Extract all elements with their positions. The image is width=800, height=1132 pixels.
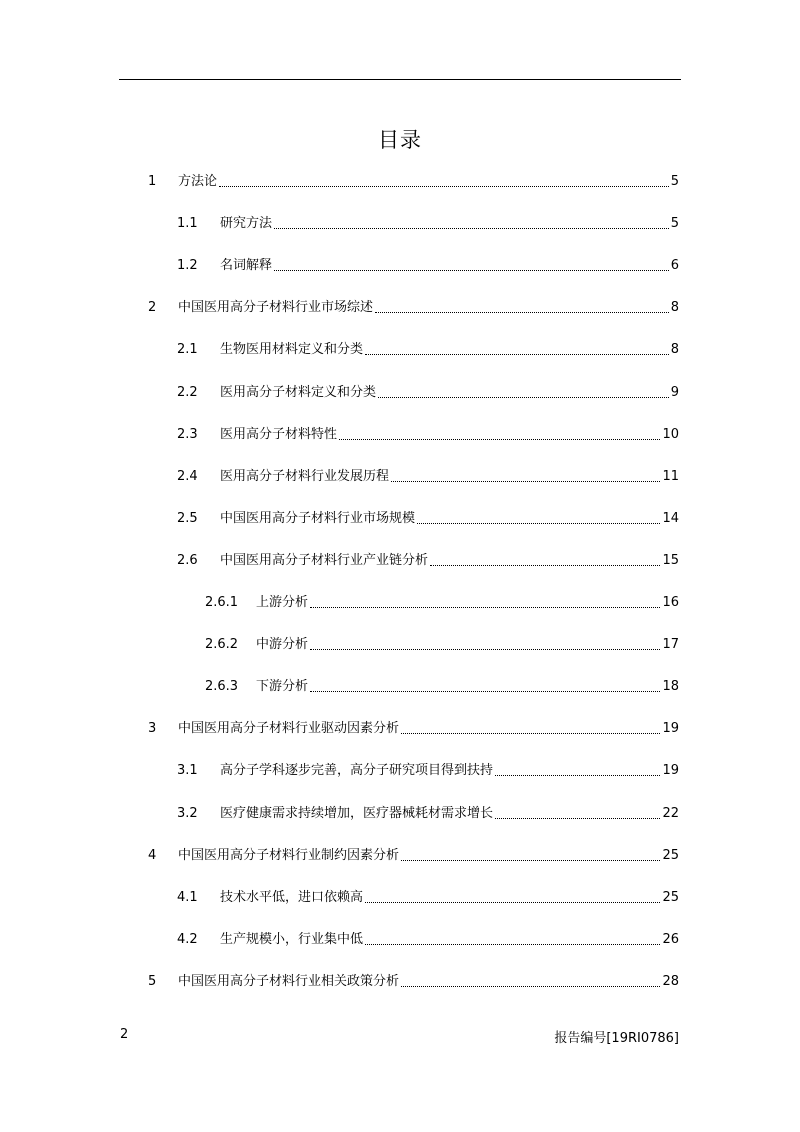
toc-entry-number: 2.6.3 <box>205 679 239 695</box>
toc-entry[interactable] <box>177 254 679 274</box>
toc-entry-number: 1 <box>148 174 157 189</box>
toc-entry-number: 4.1 <box>177 889 198 905</box>
toc-dot-leader <box>274 270 669 271</box>
toc-entry[interactable] <box>205 591 679 611</box>
toc-entry[interactable] <box>177 212 679 232</box>
toc-entry-page: 8 <box>670 300 679 316</box>
toc-entry-page: 17 <box>662 637 679 653</box>
toc-entry-label: 中国医用高分子材料行业市场综述 <box>178 300 374 316</box>
toc-entry-page: 6 <box>670 258 679 274</box>
toc-dot-leader <box>495 775 660 776</box>
toc-entry[interactable] <box>205 633 679 653</box>
toc-entry-label: 下游分析 <box>256 679 309 695</box>
toc-entry-page: 19 <box>662 763 679 779</box>
toc-entry[interactable] <box>177 381 679 401</box>
toc-entry-page: 10 <box>662 426 679 442</box>
toc-entry-label: 高分子学科逐步完善，高分子研究项目得到扶持 <box>220 763 494 779</box>
toc-entry-page: 25 <box>662 889 679 905</box>
toc-entry-label: 方法论 <box>178 174 218 189</box>
toc-entry-page: 19 <box>662 721 679 737</box>
toc-dot-leader <box>365 354 669 355</box>
toc-entry-label: 中国医用高分子材料行业相关政策分析 <box>178 973 400 989</box>
toc-entry-number: 3.1 <box>177 763 198 779</box>
toc-entry-label: 中游分析 <box>256 637 309 653</box>
toc-dot-leader <box>391 481 660 482</box>
toc-entry-number: 3 <box>148 721 157 737</box>
toc-dot-leader <box>430 565 660 566</box>
toc-dot-leader <box>378 397 669 398</box>
toc-entry-label: 生产规模小，行业集中低 <box>220 931 364 947</box>
toc-dot-leader <box>339 439 660 440</box>
toc-entry-number: 2.6.1 <box>205 595 239 610</box>
toc-entry[interactable] <box>177 338 679 358</box>
toc-entry-number: 5 <box>148 973 157 989</box>
toc-entry-number: 2.2 <box>177 384 198 400</box>
toc-dot-leader <box>365 944 660 945</box>
toc-entry-page: 11 <box>662 468 679 484</box>
toc-dot-leader <box>417 523 660 524</box>
toc-entry-number: 1.1 <box>177 216 198 232</box>
toc-entry-number: 2.1 <box>177 342 198 358</box>
toc-entry[interactable] <box>148 970 679 990</box>
toc-entry-number: 2.6.2 <box>205 637 239 653</box>
toc-dot-leader <box>495 818 660 819</box>
toc-dot-leader <box>401 733 660 734</box>
toc-dot-leader <box>401 860 660 861</box>
toc-entry-number: 2 <box>148 300 157 316</box>
toc-entry[interactable] <box>148 170 679 190</box>
toc-entry-label: 上游分析 <box>256 595 309 610</box>
toc-entry-label: 中国医用高分子材料行业制约因素分析 <box>178 847 400 863</box>
toc-entry-page: 9 <box>670 384 679 400</box>
toc-entry-page: 5 <box>670 216 679 232</box>
toc-entry-page: 25 <box>662 847 679 863</box>
toc-entry[interactable] <box>177 507 679 527</box>
toc-entry-page: 5 <box>670 174 679 189</box>
report-code: 报告编号[19RI0786] <box>554 1031 679 1046</box>
toc-entry-page: 22 <box>662 805 679 821</box>
toc-entry-label: 医疗健康需求持续增加，医疗器械耗材需求增长 <box>220 805 494 821</box>
toc-entry-page: 16 <box>662 595 679 610</box>
toc-entry-label: 技术水平低，进口依赖高 <box>220 889 364 905</box>
toc-entry-page: 8 <box>670 342 679 358</box>
page-number: 2 <box>120 1027 129 1042</box>
toc-dot-leader <box>365 902 660 903</box>
toc-entry-label: 中国医用高分子材料行业市场规模 <box>220 510 416 526</box>
toc-dot-leader <box>310 649 660 650</box>
toc-dot-leader <box>219 186 669 187</box>
toc-dot-leader <box>310 607 660 608</box>
toc-entry[interactable] <box>177 802 679 822</box>
toc-dot-leader <box>401 986 660 987</box>
toc-entry-label: 医用高分子材料定义和分类 <box>220 384 377 400</box>
toc-entry-label: 中国医用高分子材料行业驱动因素分析 <box>178 721 400 737</box>
toc-entry[interactable] <box>148 844 679 864</box>
toc-entry-number: 1.2 <box>177 258 198 274</box>
toc-entry-label: 医用高分子材料特性 <box>220 426 338 442</box>
toc-entry-label: 研究方法 <box>220 216 273 232</box>
toc-entry-number: 2.6 <box>177 552 198 568</box>
toc-entry-number: 2.4 <box>177 468 198 484</box>
toc-dot-leader <box>375 312 669 313</box>
toc-entry-page: 28 <box>662 973 679 989</box>
toc-dot-leader <box>310 691 660 692</box>
toc-entry-label: 医用高分子材料行业发展历程 <box>220 468 390 484</box>
toc-entry[interactable] <box>177 759 679 779</box>
toc-entry[interactable] <box>177 465 679 485</box>
toc-entry-number: 4.2 <box>177 931 198 947</box>
toc-entry[interactable] <box>148 717 679 737</box>
page-title: 目录 <box>378 128 422 152</box>
toc-entry-number: 4 <box>148 847 157 863</box>
toc-entry[interactable] <box>148 296 679 316</box>
toc-entry-label: 中国医用高分子材料行业产业链分析 <box>220 552 429 568</box>
toc-entry-page: 18 <box>662 679 679 695</box>
toc-entry-page: 15 <box>662 552 679 568</box>
toc-entry[interactable] <box>177 928 679 948</box>
toc-entry-number: 3.2 <box>177 805 198 821</box>
toc-dot-leader <box>274 228 669 229</box>
toc-entry[interactable] <box>177 549 679 569</box>
toc-entry-number: 2.5 <box>177 510 198 526</box>
toc-entry[interactable] <box>177 423 679 443</box>
toc-entry-label: 名词解释 <box>220 258 273 274</box>
toc-entry-number: 2.3 <box>177 426 198 442</box>
toc-entry-page: 26 <box>662 931 679 947</box>
toc-entry[interactable] <box>177 886 679 906</box>
toc-entry-page: 14 <box>662 510 679 526</box>
toc-entry[interactable] <box>205 675 679 695</box>
toc-entry-label: 生物医用材料定义和分类 <box>220 342 364 358</box>
